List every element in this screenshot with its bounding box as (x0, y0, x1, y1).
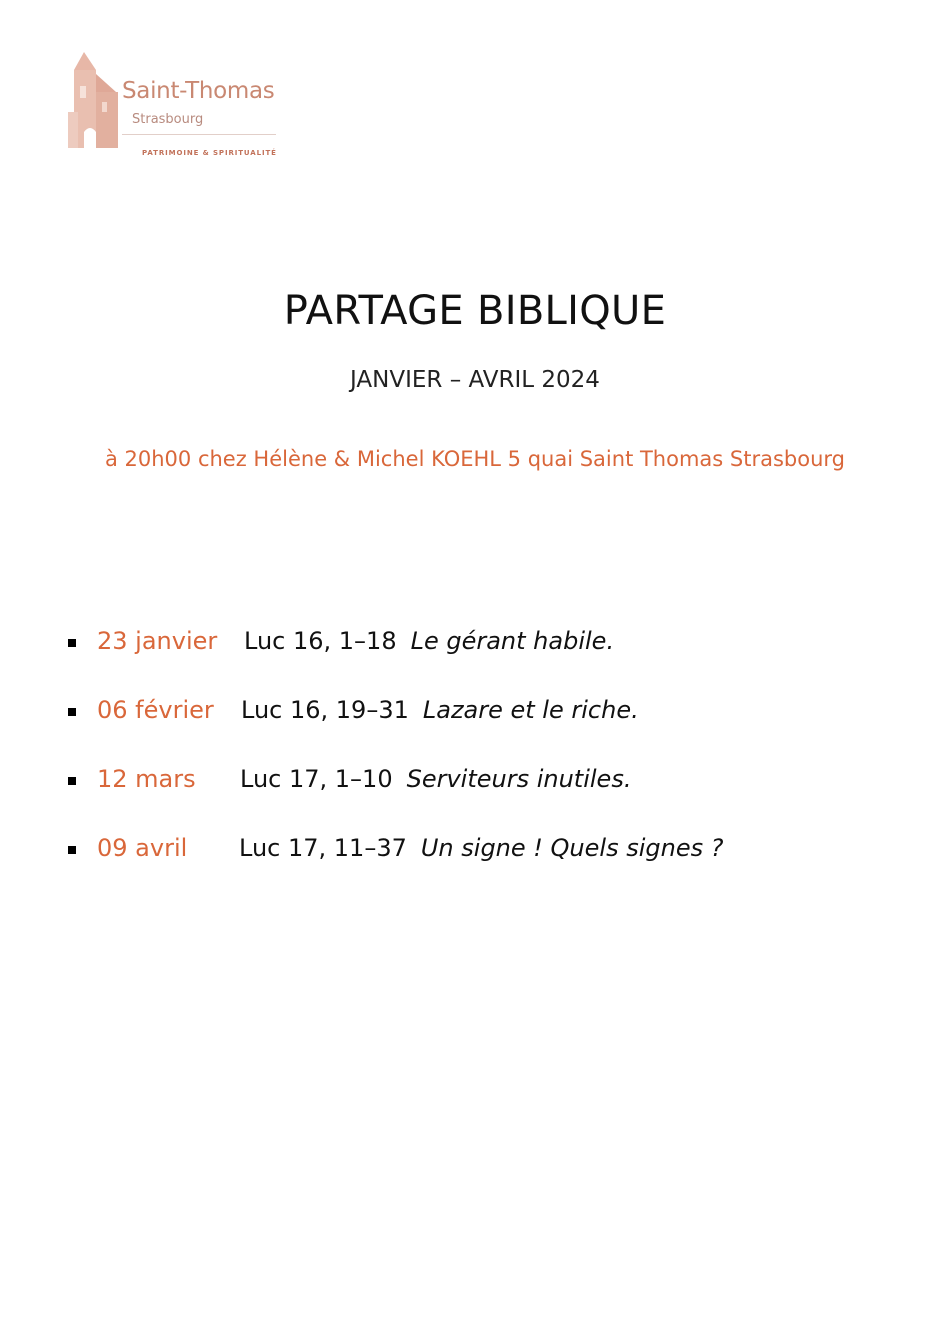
session-line (239, 834, 723, 862)
session-theme: Le gérant habile. (410, 627, 615, 655)
session-item (66, 627, 926, 696)
session-date: 23 janvier (97, 627, 218, 655)
page-title: PARTAGE BIBLIQUE (283, 288, 667, 334)
session-theme: Un signe ! Quels signes ? (420, 834, 724, 862)
session-date: 12 mars (97, 765, 196, 793)
session-item (66, 696, 926, 765)
bullet-icon (68, 777, 76, 785)
period-subtitle: JANVIER – AVRIL 2024 (350, 367, 600, 393)
session-reference: Luc 17, 1–10 (240, 765, 393, 793)
session-item (66, 765, 926, 834)
logo-tagline: PATRIMOINE & SPIRITUALITÉ (142, 149, 277, 157)
bullet-icon (68, 846, 76, 854)
session-reference: Luc 16, 1–18 (244, 627, 397, 655)
logo-divider (122, 134, 276, 135)
logo-city: Strasbourg (132, 112, 204, 127)
session-line (244, 627, 614, 655)
church-tower-icon (66, 52, 126, 157)
session-date: 06 février (97, 696, 214, 724)
session-item (66, 834, 926, 903)
session-list (66, 627, 926, 903)
logo (66, 52, 296, 162)
bullet-icon (68, 639, 76, 647)
logo-name: Saint-Thomas (122, 78, 275, 104)
session-reference: Luc 17, 11–37 (239, 834, 407, 862)
bullet-icon (68, 708, 76, 716)
session-theme: Serviteurs inutiles. (406, 765, 632, 793)
session-theme: Lazare et le riche. (422, 696, 639, 724)
session-reference: Luc 16, 19–31 (241, 696, 409, 724)
session-date: 09 avril (97, 834, 188, 862)
session-line (241, 696, 639, 724)
session-line (240, 765, 631, 793)
meeting-location: à 20h00 chez Hélène & Michel KOEHL 5 quai Saint Thomas Strasbourg (104, 447, 845, 471)
